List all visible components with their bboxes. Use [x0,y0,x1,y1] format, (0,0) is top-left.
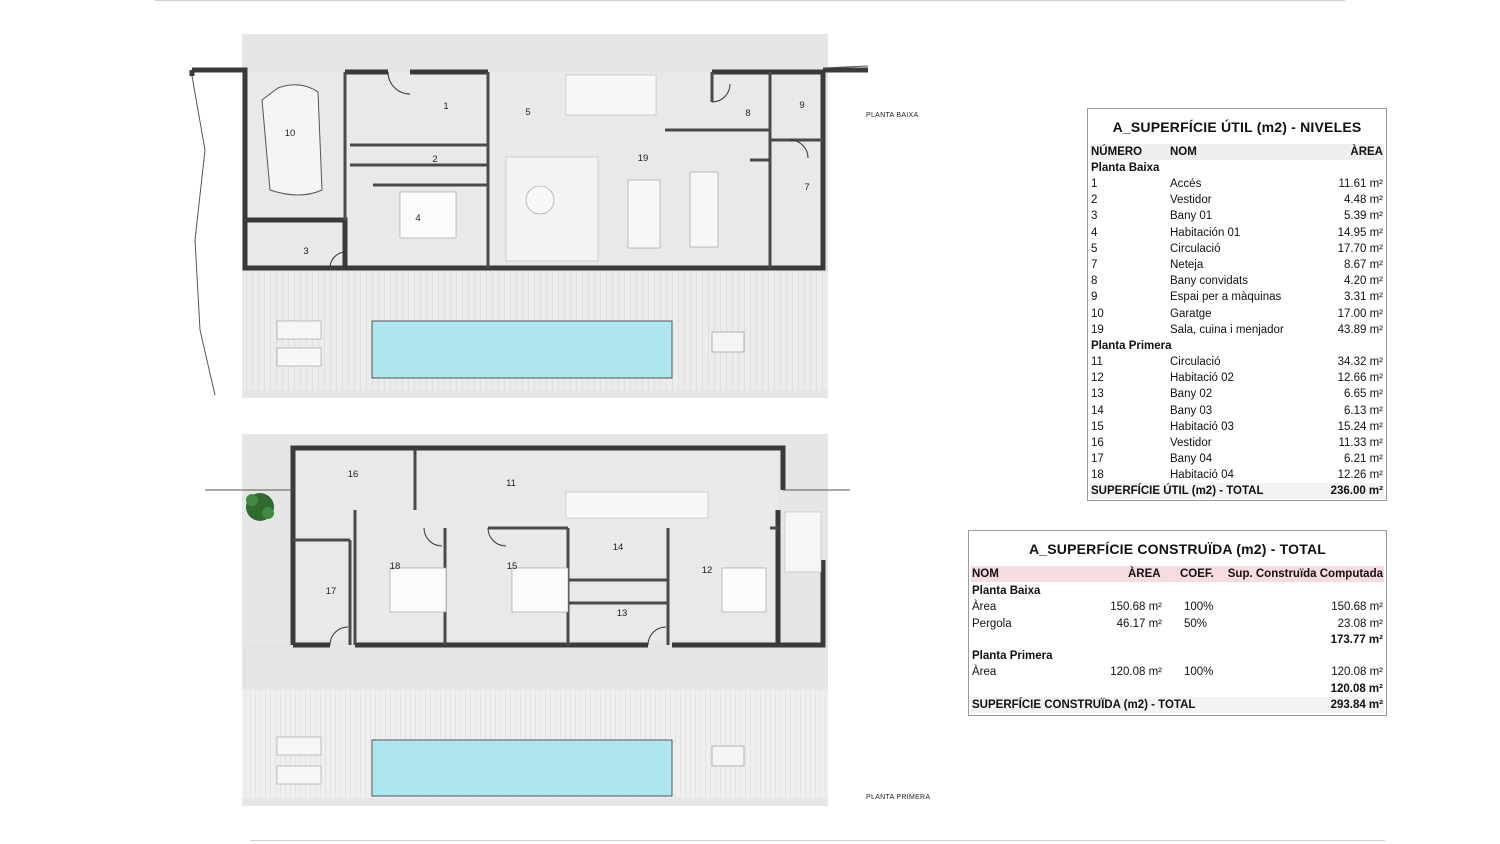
group-label: Planta Baixa [972,585,1041,597]
cell-name: Accés [1170,178,1202,190]
cell-num: 15 [1091,420,1104,433]
first-stairs [566,492,708,518]
cell-num: 17 [1091,453,1104,466]
room-number: 17 [325,586,337,597]
table-row [971,664,1384,680]
cell-name: Espai per a màquinas [1170,291,1282,304]
table-row [1090,257,1384,273]
cell-name: Habitación 01 [1170,226,1241,239]
table-row [1090,225,1384,241]
table-row [1090,176,1384,192]
cell-area: 5.39 m² [1344,210,1383,223]
cell-name: Pergola [972,617,1012,630]
cell-name: Vestidor [1170,194,1212,207]
room-number: 2 [432,154,438,165]
table-row [1090,451,1384,467]
terrace-table [712,746,744,766]
table-row [1090,273,1384,289]
first-floor-label: PLANTA PRIMERA [866,794,931,801]
cell-num: 4 [1091,226,1098,239]
cell-computed: 120.08 m² [1331,666,1383,678]
table-row [1090,354,1384,370]
useful-area-table [1087,108,1387,501]
room-number: 15 [506,561,518,572]
cell-coef: 100% [1184,601,1214,613]
total-value: 293.84 m² [1330,699,1383,711]
cell-area: 34.32 m² [1337,356,1383,368]
cell-name: Bany convidats [1170,275,1248,288]
cell-name: Habitació 02 [1170,372,1234,385]
cell-num: 2 [1091,194,1098,207]
table-row [1090,322,1384,338]
subtotal-row [971,681,1384,697]
sun-lounger [277,737,321,755]
group-label: Planta Primera [1091,340,1172,352]
table-row [1090,467,1384,483]
cell-num: 10 [1091,307,1104,320]
room-number: 14 [612,542,624,553]
cell-num: 1 [1091,178,1098,190]
cell-area: 14.95 m² [1337,226,1383,239]
table-row [971,616,1384,632]
cell-area: 6.65 m² [1344,388,1383,401]
cell-name: Àrea [972,601,997,613]
built-area-table [968,530,1387,716]
table-row [971,599,1384,615]
sun-lounger [277,348,321,366]
cell-area: 12.66 m² [1337,372,1383,385]
header-num: NÚMERO [1091,146,1143,158]
first-floor-plan [205,434,850,806]
ground-stairs [566,75,656,115]
bed [390,568,446,612]
cell-area: 6.13 m² [1344,404,1383,417]
ground-floor-label: PLANTA BAIXA [866,112,919,119]
subtotal-value: 173.77 m² [1330,634,1383,646]
cell-area: 8.67 m² [1344,259,1383,271]
cell-coef: 50% [1184,617,1208,630]
cell-area: 17.70 m² [1337,242,1383,255]
living-rug [506,157,598,261]
cell-area: 46.17 m² [1116,617,1162,630]
room-number: 13 [616,608,628,619]
cell-num: 7 [1091,259,1098,271]
cell-name: Bany 04 [1170,453,1213,466]
table-row [1090,419,1384,435]
cell-name: Habitació 04 [1170,469,1234,482]
cell-num: 19 [1091,323,1104,336]
terrace-table [712,332,744,352]
cell-name: Sala, cuina i menjador [1170,323,1284,336]
built-total-row [971,697,1384,713]
cell-name: Bany 02 [1170,388,1213,401]
total-value: 236.00 m² [1330,485,1383,497]
room-number: 3 [303,246,309,257]
room-number: 19 [637,153,649,164]
cell-num: 9 [1091,291,1098,304]
header-coef: COEF. [1180,568,1214,580]
built-table-header [971,566,1384,582]
table-row [1090,306,1384,322]
cell-num: 8 [1091,275,1098,288]
cell-name: Circulació [1170,242,1221,255]
sun-lounger [277,321,321,339]
cell-name: Neteja [1170,259,1204,271]
cell-area: 4.20 m² [1344,275,1383,288]
room-number: 8 [745,108,751,119]
exterior-stairs [785,512,821,572]
table-row [1090,403,1384,419]
cell-area: 150.68 m² [1110,601,1162,613]
header-name: NOM [972,568,999,580]
cell-num: 14 [1091,404,1104,417]
cell-name: Circulació [1170,356,1221,368]
cell-area: 12.26 m² [1337,469,1383,482]
cell-num: 13 [1091,388,1104,401]
useful-table-title: A_SUPERFÍCIE ÚTIL (m2) - NIVELES [1112,119,1362,135]
room-number: 11 [506,478,516,489]
room-number: 18 [389,561,401,572]
header-name: NOM [1170,146,1197,158]
table-row [1090,208,1384,224]
first-pool [372,740,672,796]
cell-area: 120.08 m² [1110,666,1162,678]
subtotal-value: 120.08 m² [1330,683,1383,695]
sun-lounger [277,766,321,784]
built-table-title: A_SUPERFÍCIE CONSTRUÏDA (m2) - TOTAL [1028,541,1327,557]
table-row [1090,192,1384,208]
dining-table [628,180,660,248]
room-number: 16 [347,469,359,480]
cell-area: 11.61 m² [1338,178,1383,190]
cell-name: Bany 03 [1170,404,1213,417]
ground-floor-plan [192,34,868,398]
coffee-table [526,186,554,214]
room-number: 5 [525,107,531,118]
cell-name: Àrea [972,666,997,678]
header-area: ÀREA [1128,568,1161,580]
cell-computed: 150.68 m² [1331,601,1383,613]
first-roof-area [242,645,828,687]
group-label: Planta Primera [972,650,1053,662]
total-label: SUPERFÍCIE ÚTIL (m2) - TOTAL [1091,485,1264,497]
table-row [1090,289,1384,305]
cell-area: 6.21 m² [1344,453,1383,466]
bed [722,568,766,612]
room-number: 7 [804,182,810,193]
kitchen-island [690,172,718,247]
cell-num: 3 [1091,210,1098,223]
total-label: SUPERFÍCIE CONSTRUÏDA (m2) - TOTAL [972,699,1196,711]
cell-area: 4.48 m² [1344,194,1383,207]
cell-name: Habitació 03 [1170,420,1234,433]
cell-name: Bany 01 [1170,210,1213,223]
cell-area: 11.33 m² [1338,437,1383,449]
cell-num: 5 [1091,242,1098,255]
room-number: 4 [415,213,421,224]
cell-area: 3.31 m² [1344,291,1383,304]
cell-coef: 100% [1184,666,1214,678]
room-number: 1 [443,101,449,112]
room-number: 10 [284,128,296,139]
cell-num: 12 [1091,372,1104,385]
ground-pool [372,321,672,378]
site-boundary [192,76,215,395]
cell-area: 17.00 m² [1337,307,1383,320]
ground-bed [400,192,456,238]
useful-total-row [1090,483,1384,499]
cell-num: 18 [1091,469,1104,482]
cell-computed: 23.08 m² [1337,617,1383,630]
header-computed: Sup. Construïda Computada [1227,568,1383,580]
room-number: 9 [799,100,805,111]
table-row [1090,435,1384,451]
cell-area: 15.24 m² [1337,420,1383,433]
table-row [1090,386,1384,402]
useful-table-header [1090,144,1384,160]
cell-num: 11 [1091,356,1103,368]
cell-num: 16 [1091,437,1104,449]
table-row [1090,370,1384,386]
bed [512,568,568,612]
header-area: ÀREA [1350,146,1383,158]
cell-name: Garatge [1170,307,1212,320]
group-label: Planta Baixa [1091,162,1160,174]
cell-name: Vestidor [1170,437,1212,449]
cell-area: 43.89 m² [1337,323,1383,336]
room-number: 12 [701,565,713,576]
garage-car [262,85,322,195]
subtotal-row [971,632,1384,648]
table-row [1090,241,1384,257]
